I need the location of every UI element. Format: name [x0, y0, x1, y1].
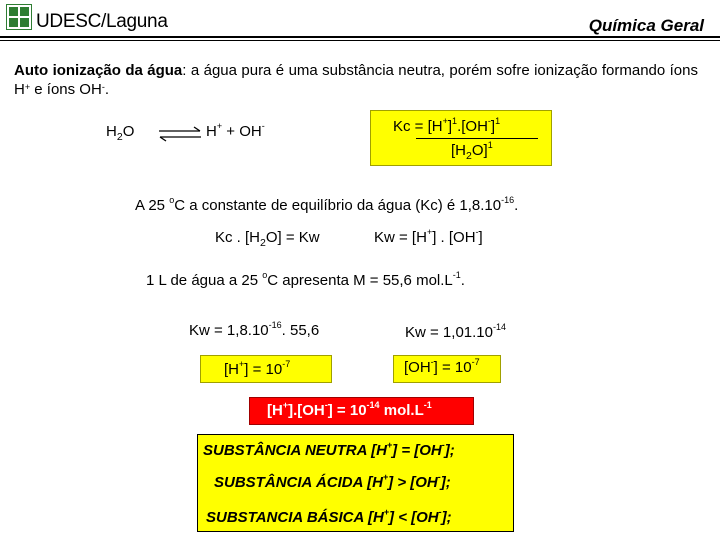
eq-right-a: H	[206, 123, 217, 140]
c3-s1: +	[383, 507, 390, 517]
kwcalc-b: . 55,6	[281, 322, 320, 339]
oh-a: [OH	[404, 359, 431, 376]
kc-den-sub: 2	[466, 150, 472, 162]
oh-s1: -	[430, 357, 434, 367]
header-divider	[0, 36, 720, 38]
intro-text: : a água pura é uma substância neutra, porém sofre ionização formando íons H	[14, 62, 698, 98]
intro-sup2: -	[101, 82, 105, 92]
kcw-sub: 2	[260, 237, 266, 249]
c1-b: NCIA NEUTRA [H	[264, 442, 387, 459]
kc-s3: -	[487, 116, 491, 126]
case-neutral	[203, 442, 455, 459]
prod-a: [H	[267, 402, 283, 419]
kc-den-sup: 1	[487, 140, 493, 150]
c2-s2: -	[437, 472, 441, 482]
prod-c: ] = 10	[327, 402, 367, 419]
ionic-product	[267, 402, 432, 419]
prod-exp: -14	[366, 400, 380, 410]
eq-left-end: O	[122, 123, 135, 140]
kc-s4: 1	[495, 116, 501, 126]
oh-exp: -7	[471, 357, 480, 367]
kc-p3: .[OH	[457, 118, 488, 135]
kw-s2: -	[475, 227, 479, 237]
c2-c: ] > [OH	[388, 474, 438, 491]
molarity-text	[146, 272, 465, 289]
kc-p4: ]	[490, 118, 496, 135]
eq-right	[206, 123, 265, 140]
liter-b: C apresenta M = 55,6 mol.L	[267, 272, 453, 289]
c1-hat: Â	[253, 442, 265, 459]
const-b: C a constante de equilíbrio da água (Kc) é 1,8.10	[174, 197, 502, 214]
case-basic	[206, 509, 452, 526]
oh-b: ] = 10	[433, 359, 472, 376]
eq-right-a-sup: +	[216, 121, 223, 131]
kw-calculation	[189, 322, 319, 339]
kc-s1: +	[442, 116, 448, 126]
h-b: ] = 10	[244, 361, 283, 378]
c2-a: SUBST	[214, 474, 265, 491]
kc-s2: 1	[452, 116, 458, 126]
c3-c: ];	[441, 509, 452, 526]
h-concentration	[224, 361, 290, 378]
prod-s1: +	[282, 400, 289, 410]
liter-end: .	[460, 272, 465, 289]
kw-b: ] . [OH	[432, 229, 476, 246]
const-a: A 25	[135, 197, 170, 214]
kw-definition	[374, 229, 483, 246]
prod-d: mol.L	[379, 402, 424, 419]
const-exp: -16	[501, 195, 515, 205]
kw-a: Kw = [H	[374, 229, 427, 246]
eq-right-b-sup: -	[261, 121, 265, 131]
prod-exp2: -1	[423, 400, 432, 410]
eq-left: H	[106, 123, 117, 140]
liter-exp: -1	[452, 270, 461, 280]
kc-numerator	[393, 118, 500, 135]
kc-prefix: Kc = [H	[393, 118, 443, 135]
liter-deg: o	[262, 270, 268, 280]
intro-end: .	[104, 81, 109, 98]
fraction-line	[416, 138, 538, 139]
kwval-exp: -14	[492, 322, 506, 332]
const-deg: o	[169, 195, 175, 205]
kw-c: ]	[478, 229, 483, 246]
equilibrium-constant-text	[135, 197, 518, 214]
c1-c: ] = [OH	[392, 442, 442, 459]
kwval-a: Kw = 1,01.10	[405, 324, 493, 341]
h-exp: -7	[282, 359, 291, 369]
c1-s2: -	[441, 440, 445, 450]
prod-b: ].[OH	[288, 402, 325, 419]
kc-den-b: O]	[471, 142, 488, 159]
case-acid	[214, 474, 451, 491]
kwcalc-a: Kw = 1,8.10	[189, 322, 269, 339]
eq-right-b: + OH	[222, 123, 262, 140]
kcw-a: Kc . [H	[215, 229, 261, 246]
equilibrium-arrows-icon	[158, 126, 202, 142]
intro-bold: Auto ionização da água	[14, 62, 183, 79]
c3-a: SUBSTANCIA BÁSICA [H	[206, 509, 384, 526]
const-end: .	[514, 197, 519, 214]
intro-paragraph	[14, 61, 698, 99]
liter-a: 1 L de água a 25	[146, 272, 263, 289]
kc-den-a: [H	[451, 142, 466, 159]
kc-p2: ]	[447, 118, 453, 135]
eq-left-sub: 2	[116, 131, 123, 143]
c2-b: NCIA ÁCIDA [H	[275, 474, 383, 491]
kwcalc-exp: -16	[268, 320, 282, 330]
c1-a: SUBST	[203, 442, 254, 459]
kw-value	[405, 324, 506, 341]
h-s1: +	[239, 359, 245, 369]
udesc-logo-icon	[6, 4, 32, 30]
c2-d: ];	[440, 474, 451, 491]
c3-b: ] < [OH	[389, 509, 439, 526]
kcw-b: O] = Kw	[265, 229, 320, 246]
header-divider-thin	[0, 40, 720, 41]
kc-water-equation	[215, 229, 320, 249]
prod-s2: -	[324, 400, 328, 410]
intro-sup1: +	[24, 82, 31, 92]
intro-mid: e íons OH	[30, 81, 102, 98]
kc-denominator	[451, 140, 493, 162]
course-title: Química Geral	[588, 16, 704, 35]
c2-hat: Â	[264, 474, 276, 491]
kw-s1: +	[426, 227, 433, 237]
c3-s2: -	[438, 507, 442, 517]
c1-s1: +	[386, 440, 393, 450]
h-a: [H	[224, 361, 239, 378]
c1-d: ];	[444, 442, 455, 459]
brand-name: UDESC/Laguna	[36, 11, 168, 32]
oh-concentration	[404, 359, 480, 376]
c2-s1: +	[382, 472, 389, 482]
ionization-equation	[106, 121, 265, 143]
